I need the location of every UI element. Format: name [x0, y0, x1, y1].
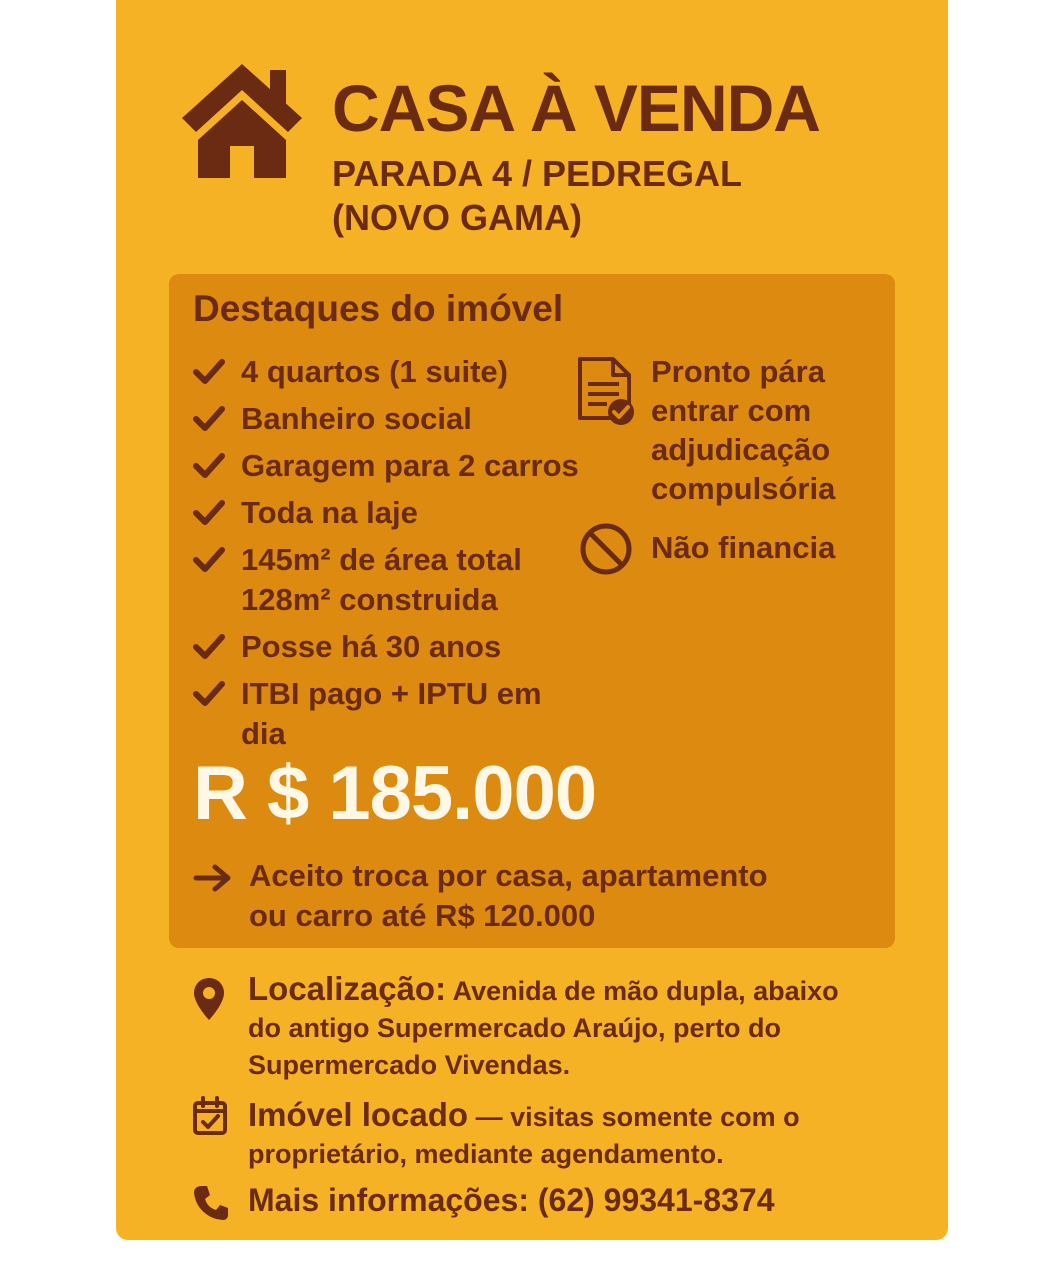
calendar-check-icon: [192, 1096, 228, 1136]
flyer: [116, 0, 948, 1240]
check-icon: [193, 358, 225, 386]
location-subtitle: [332, 152, 852, 240]
check-icon: [193, 680, 225, 708]
feature-item: [193, 446, 593, 486]
check-icon: [193, 405, 225, 433]
feature-item: [193, 540, 593, 620]
check-icon: [193, 452, 225, 480]
side-text: [651, 352, 911, 508]
feature-item: [193, 399, 593, 439]
feature-text: 128m² construida: [241, 582, 498, 617]
feature-item: [193, 352, 593, 392]
location-line: do antigo Supermercado Araújo, perto do: [248, 1013, 782, 1043]
check-icon: [193, 546, 225, 574]
feature-text: 4 quartos (1 suite): [241, 354, 508, 389]
side-line: entrar com: [651, 393, 812, 428]
arrow-right-icon: [193, 864, 233, 892]
page-title: CASA À VENDA: [332, 71, 820, 145]
side-line: Não financia: [651, 530, 836, 565]
features-list: [193, 352, 593, 761]
feature-text: 145m² de área total: [241, 542, 522, 577]
feature-text: Garagem para 2 carros: [241, 448, 579, 483]
feature-item: [193, 493, 593, 533]
trade-line: Aceito troca por casa, apartamento: [249, 858, 768, 893]
feature-text: Toda na laje: [241, 495, 418, 530]
no-sign-icon: [579, 522, 633, 576]
side-line: compulsória: [651, 471, 836, 506]
location-label: Localização:: [248, 970, 447, 1007]
feature-text: Posse há 30 anos: [241, 629, 502, 664]
highlights-title: Destaques do imóvel: [193, 288, 564, 329]
contact-text: Mais informações: (62) 99341-8374: [248, 1182, 775, 1218]
subtitle-line: (NOVO GAMA): [332, 197, 582, 238]
trade-line: ou carro até R$ 120.000: [249, 898, 596, 933]
check-icon: [193, 499, 225, 527]
house-icon: [178, 60, 306, 180]
subtitle-line: PARADA 4 / PEDREGAL: [332, 153, 743, 194]
trade-text: [249, 856, 849, 936]
feature-item: [193, 674, 593, 754]
side-line: adjudicação: [651, 432, 831, 467]
rented-line: — visitas somente com o: [468, 1102, 800, 1132]
location-text: [248, 970, 888, 1084]
side-line: Pronto pára: [651, 354, 825, 389]
rented-label: Imóvel locado: [248, 1096, 469, 1133]
price: R $ 185.000: [193, 751, 597, 836]
feature-text: Banheiro social: [241, 401, 472, 436]
side-text: [651, 528, 911, 567]
rented-text: [248, 1096, 888, 1173]
rented-line: proprietário, mediante agendamento.: [248, 1139, 724, 1169]
location-line: Avenida de mão dupla, abaixo: [446, 976, 839, 1006]
location-line: Supermercado Vivendas.: [248, 1050, 571, 1080]
check-icon: [193, 633, 225, 661]
phone-icon: [192, 1184, 230, 1222]
feature-item: [193, 627, 593, 667]
feature-text: ITBI pago + IPTU em dia: [241, 676, 542, 751]
location-pin-icon: [192, 976, 226, 1022]
document-check-icon: [575, 356, 637, 430]
highlights-panel: [169, 274, 895, 948]
